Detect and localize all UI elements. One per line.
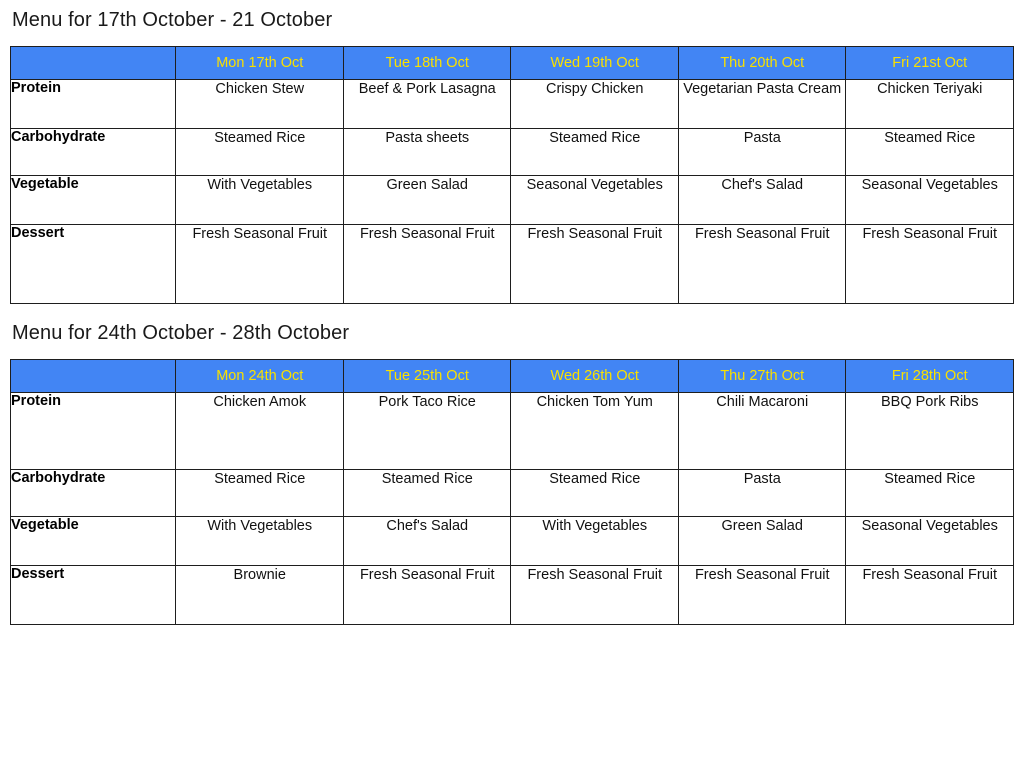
menu-table-week-2 [10,359,1014,625]
cell-protein-thu: Vegetarian Pasta Cream [678,80,846,129]
cell-dessert-tue: Fresh Seasonal Fruit [343,566,511,625]
table-corner-cell [11,360,176,393]
column-header-wed: Wed 26th Oct [511,360,679,393]
cell-protein-wed: Crispy Chicken [511,80,679,129]
cell-dessert-mon: Fresh Seasonal Fruit [176,225,344,304]
cell-vegetable-mon: With Vegetables [176,176,344,225]
cell-protein-mon: Chicken Amok [176,393,344,470]
row-label-vegetable: Vegetable [11,517,176,566]
row-label-protein: Protein [11,393,176,470]
row-label-protein: Protein [11,80,176,129]
column-header-tue: Tue 18th Oct [343,47,511,80]
column-header-thu: Thu 20th Oct [678,47,846,80]
cell-vegetable-thu: Green Salad [678,517,846,566]
cell-carbohydrate-fri: Steamed Rice [846,129,1014,176]
cell-vegetable-wed: With Vegetables [511,517,679,566]
cell-vegetable-mon: With Vegetables [176,517,344,566]
menu-week-1 [10,0,1014,304]
cell-dessert-wed: Fresh Seasonal Fruit [511,566,679,625]
table-row [11,80,1014,129]
page-title-week-2: Menu for 24th October - 28th October [12,322,350,344]
row-label-carbohydrate: Carbohydrate [11,470,176,517]
cell-vegetable-tue: Green Salad [343,176,511,225]
cell-dessert-mon: Brownie [176,566,344,625]
table-row [11,517,1014,566]
row-label-vegetable: Vegetable [11,176,176,225]
cell-vegetable-wed: Seasonal Vegetables [511,176,679,225]
page-title-week-1: Menu for 17th October - 21 October [12,9,333,31]
table-corner-cell [11,47,176,80]
cell-dessert-tue: Fresh Seasonal Fruit [343,225,511,304]
cell-protein-mon: Chicken Stew [176,80,344,129]
menu-week-2 [10,304,1014,625]
cell-vegetable-fri: Seasonal Vegetables [846,517,1014,566]
cell-protein-tue: Beef & Pork Lasagna [343,80,511,129]
cell-vegetable-fri: Seasonal Vegetables [846,176,1014,225]
table-row [11,566,1014,625]
row-label-dessert: Dessert [11,225,176,304]
cell-dessert-fri: Fresh Seasonal Fruit [846,225,1014,304]
column-header-mon: Mon 17th Oct [176,47,344,80]
column-header-wed: Wed 19th Oct [511,47,679,80]
cell-carbohydrate-thu: Pasta [678,129,846,176]
cell-carbohydrate-thu: Pasta [678,470,846,517]
cell-protein-wed: Chicken Tom Yum [511,393,679,470]
column-header-tue: Tue 25th Oct [343,360,511,393]
cell-protein-fri: BBQ Pork Ribs [846,393,1014,470]
column-header-mon: Mon 24th Oct [176,360,344,393]
column-header-thu: Thu 27th Oct [678,360,846,393]
cell-carbohydrate-fri: Steamed Rice [846,470,1014,517]
table-row [11,176,1014,225]
column-header-fri: Fri 21st Oct [846,47,1014,80]
cell-carbohydrate-tue: Steamed Rice [343,470,511,517]
cell-protein-thu: Chili Macaroni [678,393,846,470]
cell-carbohydrate-mon: Steamed Rice [176,129,344,176]
table-header-row [11,47,1014,80]
cell-carbohydrate-mon: Steamed Rice [176,470,344,517]
cell-protein-fri: Chicken Teriyaki [846,80,1014,129]
cell-dessert-wed: Fresh Seasonal Fruit [511,225,679,304]
cell-protein-tue: Pork Taco Rice [343,393,511,470]
cell-vegetable-tue: Chef's Salad [343,517,511,566]
menu-table-week-1 [10,46,1014,304]
cell-carbohydrate-wed: Steamed Rice [511,129,679,176]
row-label-dessert: Dessert [11,566,176,625]
cell-dessert-fri: Fresh Seasonal Fruit [846,566,1014,625]
table-header-row [11,360,1014,393]
cell-vegetable-thu: Chef's Salad [678,176,846,225]
cell-carbohydrate-wed: Steamed Rice [511,470,679,517]
column-header-fri: Fri 28th Oct [846,360,1014,393]
table-row [11,393,1014,470]
cell-carbohydrate-tue: Pasta sheets [343,129,511,176]
row-label-carbohydrate: Carbohydrate [11,129,176,176]
table-row [11,129,1014,176]
table-row [11,470,1014,517]
cell-dessert-thu: Fresh Seasonal Fruit [678,225,846,304]
cell-dessert-thu: Fresh Seasonal Fruit [678,566,846,625]
table-row [11,225,1014,304]
